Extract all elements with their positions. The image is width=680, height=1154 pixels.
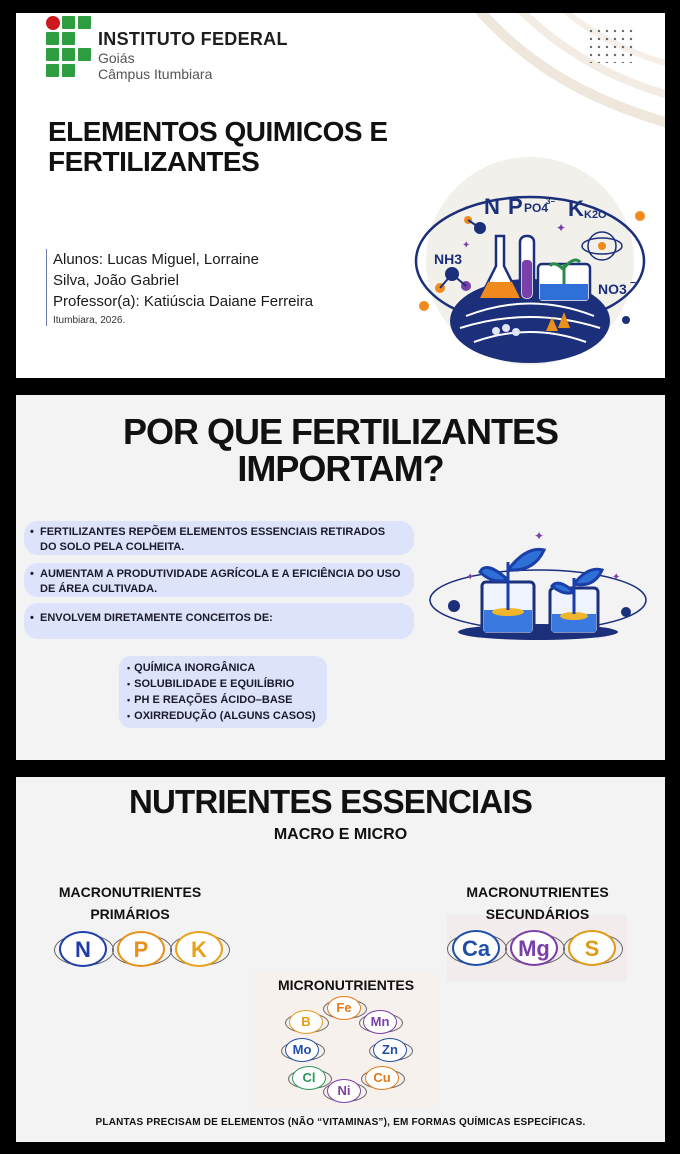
element-cl-badge: Cl [292, 1066, 326, 1090]
element-n-badge: N [59, 931, 107, 967]
label-po4-charge: 3− [546, 197, 556, 206]
element-mn-badge: Mn [363, 1010, 397, 1034]
bullet-item [24, 563, 414, 597]
label-k: K [568, 196, 584, 221]
bullet-dot: • [30, 612, 34, 624]
slide-subtitle: MACRO E MICRO [273, 826, 408, 843]
concept-item: • SOLUBILIDADE E EQUILÍBRIO [127, 676, 319, 692]
bullet-text: ENVOLVEM DIRETAMENTE CONCEITOS DE: [40, 612, 273, 624]
label-no3: NO3 [598, 281, 627, 297]
authors-line-2: Silva, João Gabriel [53, 272, 179, 289]
element-mo-badge: Mo [285, 1038, 319, 1062]
secondary-macronutrients-label: MACRONUTRIENTES SECUNDÁRIOS [466, 884, 609, 922]
concept-item: • PH E REAÇÕES ÁCIDO–BASE [127, 692, 319, 708]
plant-beakers-illustration [426, 520, 651, 650]
concept-item: • OXIRREDUÇÃO (ALGUNS CASOS) [127, 708, 319, 724]
element-mg-badge: Mg [510, 930, 558, 966]
slide-title: NUTRIENTES ESSENCIAIS [128, 783, 533, 820]
institution-state: Goiás [98, 50, 135, 66]
institution-name: INSTITUTO FEDERAL [98, 29, 288, 49]
label-no3-charge: − [630, 278, 636, 289]
concepts-list [119, 656, 327, 728]
svg-text:✦: ✦ [556, 221, 567, 235]
element-b-badge: B [289, 1010, 323, 1034]
bullet-item [24, 521, 414, 555]
bullet-dot: • [30, 568, 34, 580]
label-p: P [508, 194, 523, 219]
label-n: N [484, 194, 500, 219]
svg-text:✦: ✦ [534, 529, 545, 543]
label-nh3: NH3 [434, 251, 463, 267]
element-p-badge: P [117, 931, 165, 967]
institution-campus: Câmpus Itumbiara [98, 66, 213, 82]
professor-line: Professor(a): Katiúscia Daiane Ferreira [53, 293, 314, 310]
bullet-dot: • [30, 526, 34, 538]
bullet-text: FERTILIZANTES REPÕEM ELEMENTOS ESSENCIAIS RETIRADOS DO SOLO PELA COLHEITA. [40, 526, 386, 553]
element-ni-badge: Ni [327, 1079, 361, 1103]
dot-pattern [587, 27, 635, 63]
element-cu-badge: Cu [365, 1066, 399, 1090]
svg-text:✦: ✦ [466, 572, 475, 583]
authors-block [46, 249, 313, 326]
concept-item: • QUÍMICA INORGÂNICA [127, 660, 319, 676]
element-ca-badge: Ca [452, 930, 500, 966]
if-logo-icon [46, 16, 92, 78]
primary-macronutrients-label: MACRONUTRIENTES PRIMÁRIOS [58, 884, 202, 922]
why-fertilizers-slide [16, 395, 665, 760]
label-k2o: K2O [584, 209, 607, 221]
place-date: Itumbiara, 2026. [53, 315, 126, 326]
slide-footer: PLANTAS PRECISAM DE ELEMENTOS (NÃO “VITAMINAS”), EM FORMAS QUÍMICAS ESPECÍFICAS. [95, 1117, 586, 1128]
label-po4: PO4 [524, 201, 549, 215]
svg-text:✦: ✦ [462, 240, 471, 251]
micronutrients-label: MICRONUTRIENTES [277, 977, 415, 993]
bullet-item [24, 603, 414, 639]
title-line-1: POR QUE FERTILIZANTES [122, 411, 558, 452]
title-line-2: IMPORTAM? [237, 448, 444, 489]
slide-title [16, 413, 665, 487]
title-slide [16, 13, 665, 378]
element-s-badge: S [568, 930, 616, 966]
element-fe-badge: Fe [327, 996, 361, 1020]
bullet-text: AUMENTAM A PRODUTIVIDADE AGRÍCOLA E A EFICIÊNCIA DO USO DE ÁREA CULTIVADA. [40, 568, 401, 595]
chemistry-illustration [396, 156, 664, 366]
svg-text:✦: ✦ [612, 572, 621, 583]
element-k-badge: K [175, 931, 223, 967]
element-zn-badge: Zn [373, 1038, 407, 1062]
slide-title: ELEMENTOS QUIMICOS E FERTILIZANTES [48, 116, 388, 177]
authors-line-1: Alunos: Lucas Miguel, Lorraine [53, 251, 259, 268]
essential-nutrients-slide [16, 777, 665, 1142]
